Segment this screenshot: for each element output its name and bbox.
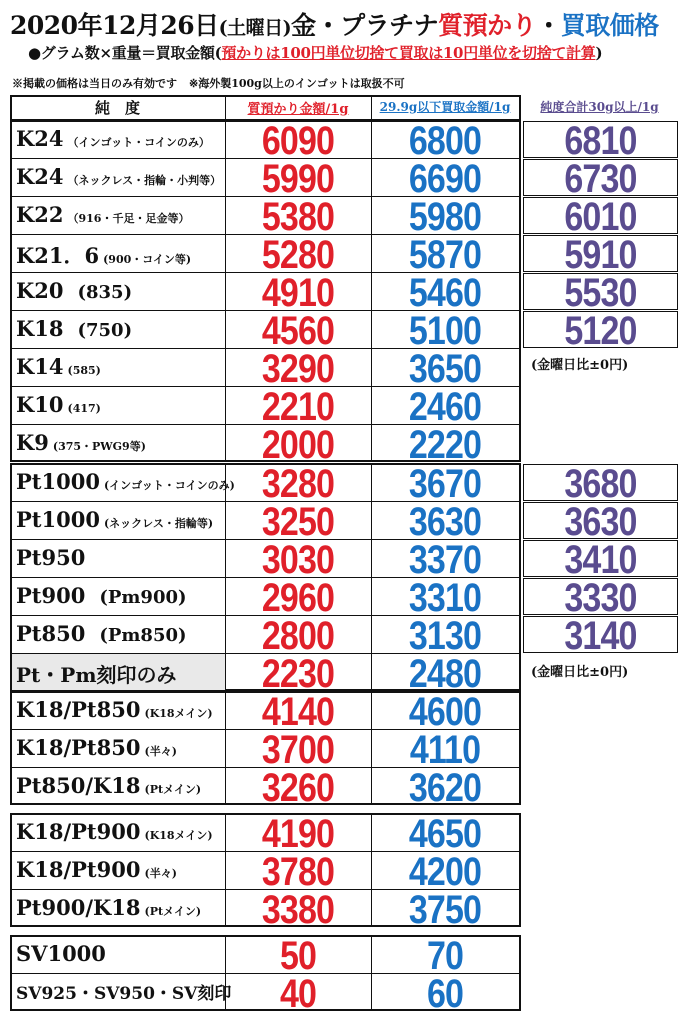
notice-ingot: ※海外製100g以上のインゴットは取扱不可: [189, 77, 405, 90]
row-label-note: (750): [77, 320, 133, 341]
pawn-price: 3280: [261, 462, 335, 506]
column-header-bulk: 純度合計30g以上/1g: [540, 100, 659, 114]
row-label-note: (Pm850): [99, 625, 187, 646]
column-divider: [371, 813, 372, 927]
row-label-main: K21．6: [16, 243, 100, 268]
row-label-main: K18/Pt850: [16, 735, 141, 760]
row-label: [16, 659, 176, 688]
row-label: [16, 278, 132, 303]
row-label-note: (ネックレス・指輪等): [103, 517, 214, 530]
row-label-note: (585): [67, 364, 101, 377]
row-label-main: K18/Pt850: [16, 697, 141, 722]
row-label-note: (K18メイン): [144, 829, 213, 842]
pawn-price: 50: [279, 934, 317, 978]
buy-price: 4200: [408, 850, 482, 894]
pawn-price: 3290: [261, 347, 335, 391]
buy-price: 3130: [408, 614, 482, 658]
row-label: [16, 202, 189, 227]
bulk-price: 3330: [564, 576, 637, 620]
row-label: [16, 164, 221, 189]
bulk-price: 5910: [564, 233, 637, 277]
row-label-main: K18: [16, 316, 64, 341]
buy-price: 5460: [408, 271, 482, 315]
row-label: [16, 979, 231, 1004]
pawn-price: 6090: [261, 119, 335, 163]
bulk-price: 6810: [564, 119, 637, 163]
column-divider: [225, 813, 226, 927]
row-label-note: (Ptメイン): [144, 783, 202, 796]
buy-price: 5980: [408, 195, 482, 239]
buy-price: 5100: [408, 309, 482, 353]
row-label-note: （916・千足・足金等）: [67, 212, 190, 225]
pawn-price: 3030: [261, 538, 335, 582]
gold-change-note: (金曜日比±0円): [531, 358, 629, 373]
pawn-price: 3380: [261, 888, 335, 932]
row-label: [16, 316, 132, 341]
column-divider: [371, 691, 372, 805]
row-label-note: （ネックレス・指輪・小判等）: [67, 174, 222, 187]
column-divider: [225, 120, 226, 462]
subheader-rule: 預かりは100円単位切捨て買取は10円単位を切捨て計算: [221, 44, 596, 62]
pawn-price: 3260: [261, 766, 335, 810]
subheader: [28, 42, 602, 63]
row-label-note: (375・PWG9等): [52, 440, 146, 453]
pawn-price: 2000: [261, 423, 335, 467]
buy-price: 2220: [408, 423, 482, 467]
row-label-main: K24: [16, 164, 64, 189]
row-label: [16, 240, 191, 270]
row-label-note: (417): [67, 402, 101, 415]
pawn-price: 2210: [261, 385, 335, 429]
row-label-main: Pt950: [16, 545, 86, 570]
row-label-main: Pt・Pm刻印のみ: [16, 663, 177, 687]
row-label: [16, 583, 187, 608]
column-header-purity: 純 度: [94, 99, 140, 117]
row-label: [16, 354, 101, 379]
title-day-of-week: (土曜日): [218, 17, 292, 39]
bulk-price: 3680: [564, 462, 637, 506]
title-pawn: 質預かり: [438, 11, 537, 40]
buy-price: 2480: [408, 652, 482, 696]
buy-price: 60: [426, 972, 464, 1016]
pawn-price: 4140: [261, 690, 335, 734]
pawn-price: 40: [279, 972, 317, 1016]
row-label: [16, 895, 201, 920]
row-label-note: (Ptメイン): [144, 905, 202, 918]
row-label-main: K14: [16, 354, 64, 379]
bulk-price: 5120: [564, 309, 637, 353]
pawn-price: 3700: [261, 728, 335, 772]
row-label-main: K10: [16, 392, 64, 417]
pawn-price: 3250: [261, 500, 335, 544]
subheader-formula: ●グラム数×重量＝買取金額(: [28, 44, 222, 62]
title-dot: ・: [536, 11, 561, 40]
row-label-note: (K18メイン): [144, 707, 213, 720]
bulk-price: 6010: [564, 195, 637, 239]
header-row-frame: [10, 95, 521, 121]
buy-price: 3620: [408, 766, 482, 810]
pawn-price: 5990: [261, 157, 335, 201]
notice-valid-today: ※掲載の価格は当日のみ有効です: [12, 77, 177, 90]
row-label-note: (835): [77, 282, 133, 303]
pawn-price: 2230: [261, 652, 335, 696]
row-label-main: K18/Pt900: [16, 857, 141, 882]
pawn-price: 2800: [261, 614, 335, 658]
column-header-pawn: 質預かり金額/1g: [247, 102, 349, 117]
buy-price: 6800: [408, 119, 482, 163]
column-divider: [371, 120, 372, 462]
pawn-price: 3780: [261, 850, 335, 894]
row-label-main: K9: [16, 430, 49, 455]
row-label: [16, 545, 85, 570]
row-label: [16, 735, 177, 760]
row-label-note: (900・コイン等): [103, 253, 192, 266]
bulk-price: 3410: [564, 538, 637, 582]
column-header-buy: 29.9g以下買取金額/1g: [379, 100, 511, 114]
row-label-main: K22: [16, 202, 64, 227]
buy-price: 3650: [408, 347, 482, 391]
row-label-main: SV1000: [16, 941, 106, 966]
pawn-price: 5280: [261, 233, 335, 277]
pawn-price: 5380: [261, 195, 335, 239]
bulk-price: 6730: [564, 157, 637, 201]
bulk-price: 3630: [564, 500, 637, 544]
row-label: [16, 941, 106, 966]
row-label-main: K18/Pt900: [16, 819, 141, 844]
buy-price: 5870: [408, 233, 482, 277]
subheader-close: ): [595, 44, 603, 62]
buy-price: 3670: [408, 462, 482, 506]
row-label: [16, 621, 187, 646]
row-label: [16, 430, 146, 455]
row-label-note: (Pm900): [99, 587, 187, 608]
platinum-change-note: (金曜日比±0円): [531, 665, 629, 680]
bulk-price: 3140: [564, 614, 637, 658]
row-label-main: Pt850/K18: [16, 773, 141, 798]
buy-price: 3750: [408, 888, 482, 932]
row-label-main: Pt850: [16, 621, 86, 646]
notices: [12, 75, 417, 91]
page-title: [10, 6, 659, 42]
row-label: [16, 507, 213, 532]
row-label-main: SV925・SV950・SV刻印: [16, 984, 232, 1004]
buy-price: 4110: [409, 728, 481, 772]
row-label: [16, 773, 201, 798]
row-label-note: (半々): [144, 867, 177, 880]
bulk-price: 5530: [564, 271, 637, 315]
title-buy: 買取価格: [560, 11, 659, 40]
buy-price: 4650: [408, 812, 482, 856]
column-divider: [225, 691, 226, 805]
row-label: [16, 857, 177, 882]
buy-price: 70: [426, 934, 464, 978]
row-label-note: (半々): [144, 745, 177, 758]
row-label-main: Pt900/K18: [16, 895, 141, 920]
column-divider: [371, 95, 372, 121]
row-label: [16, 392, 101, 417]
row-label-main: Pt900: [16, 583, 86, 608]
buy-price: 3630: [408, 500, 482, 544]
column-divider: [225, 95, 226, 121]
buy-price: 2460: [408, 385, 482, 429]
row-label-main: Pt1000: [16, 469, 100, 494]
row-label: [16, 469, 235, 494]
row-label-main: K24: [16, 126, 64, 151]
buy-price: 4600: [408, 690, 482, 734]
row-label: [16, 697, 213, 722]
row-label: [16, 819, 213, 844]
buy-price: 3310: [408, 576, 482, 620]
pawn-price: 2960: [261, 576, 335, 620]
title-metals: 金・プラチナ: [291, 11, 439, 40]
pawn-price: 4910: [261, 271, 335, 315]
title-date: 2020年12月26日: [10, 11, 219, 40]
row-label-main: Pt1000: [16, 507, 100, 532]
row-label-note: （インゴット・コインのみ）: [67, 136, 210, 149]
pawn-price: 4190: [261, 812, 335, 856]
row-label-note: (インゴット・コインのみ): [103, 479, 235, 492]
row-label: [16, 126, 210, 151]
buy-price: 3370: [408, 538, 482, 582]
pawn-price: 4560: [261, 309, 335, 353]
row-label-main: K20: [16, 278, 64, 303]
buy-price: 6690: [408, 157, 482, 201]
